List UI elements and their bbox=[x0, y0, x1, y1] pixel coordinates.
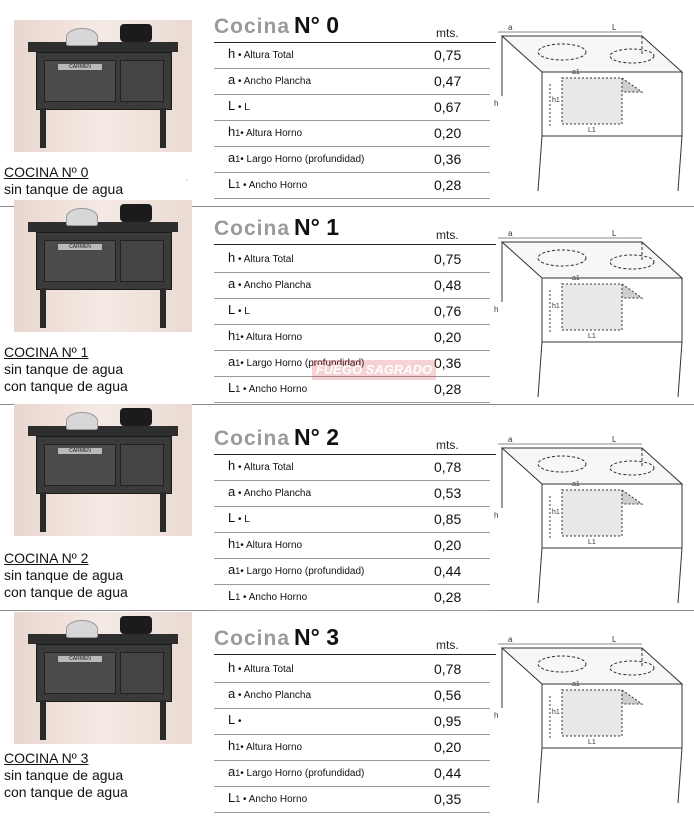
pot bbox=[120, 408, 152, 426]
diagram-label-a: a bbox=[508, 435, 513, 444]
stove-dimension-diagram bbox=[492, 222, 688, 404]
stove-leg bbox=[160, 288, 166, 328]
diagram-label-L1: L1 bbox=[588, 739, 596, 746]
unit-label: mts. bbox=[436, 228, 459, 242]
spec-subscript: 1 bbox=[235, 358, 241, 368]
spec-value: 0,47 bbox=[434, 73, 462, 89]
firebox-door bbox=[120, 444, 164, 486]
spec-symbol: L • L bbox=[228, 510, 250, 525]
spec-symbol: a • Ancho Plancha bbox=[228, 276, 312, 291]
title-underline bbox=[214, 244, 496, 245]
caption-line: sin tanque de agua bbox=[4, 567, 124, 583]
spec-row bbox=[214, 298, 490, 325]
spec-row bbox=[214, 454, 490, 481]
spec-symbol: h1• Altura Horno bbox=[228, 738, 303, 753]
spec-symbol: L • bbox=[228, 712, 242, 727]
spec-symbol: h1• Altura Horno bbox=[228, 328, 303, 343]
spec-label: • Largo Horno (profundidad) bbox=[240, 566, 365, 577]
diagram-label-L1: L1 bbox=[588, 333, 596, 340]
kettle bbox=[66, 28, 98, 46]
spec-value: 0,36 bbox=[434, 355, 462, 371]
spec-value: 0,44 bbox=[434, 765, 462, 781]
stove-caption bbox=[4, 164, 123, 198]
spec-label: • Ancho Plancha bbox=[235, 690, 312, 701]
spec-row bbox=[214, 68, 490, 95]
diagram-svg bbox=[492, 16, 688, 198]
title-number: N° 3 bbox=[294, 624, 340, 650]
stove-dimension-diagram bbox=[492, 16, 688, 198]
spec-subscript: 1 bbox=[235, 384, 241, 394]
firebox-door bbox=[120, 60, 164, 102]
unit-label: mts. bbox=[436, 26, 459, 40]
spec-row bbox=[214, 246, 490, 273]
stove-cooktop bbox=[28, 426, 178, 436]
stove-cooktop bbox=[28, 42, 178, 52]
spec-value: 0,48 bbox=[434, 277, 462, 293]
spec-subscript: 1 bbox=[235, 128, 241, 138]
stove-caption bbox=[4, 344, 128, 395]
title-underline bbox=[214, 654, 496, 655]
spec-label: • Ancho Horno bbox=[240, 180, 308, 191]
spec-label: • Ancho Plancha bbox=[235, 280, 312, 291]
diagram-label-L: L bbox=[612, 435, 617, 444]
title-word: Cocina bbox=[214, 427, 291, 450]
stove-leg bbox=[160, 492, 166, 532]
stove-cooktop bbox=[28, 634, 178, 644]
spec-symbol: h • Altura Total bbox=[228, 46, 294, 61]
spec-subscript: 1 bbox=[235, 566, 241, 576]
spec-row bbox=[214, 376, 490, 403]
spec-symbol: a • Ancho Plancha bbox=[228, 686, 312, 701]
spec-subscript: 1 bbox=[235, 742, 241, 752]
diagram-label-h1: h1 bbox=[552, 509, 560, 516]
spec-label: • L bbox=[235, 514, 250, 525]
title-word: Cocina bbox=[214, 627, 291, 650]
spec-row bbox=[214, 272, 490, 299]
spec-row bbox=[214, 480, 490, 507]
spec-symbol: a • Ancho Plancha bbox=[228, 484, 312, 499]
diagram-label-h: h bbox=[494, 511, 499, 520]
spec-value: 0,53 bbox=[434, 485, 462, 501]
spec-value: 0,78 bbox=[434, 661, 462, 677]
caption-line: con tanque de agua bbox=[4, 584, 128, 600]
spec-row bbox=[214, 558, 490, 585]
caption-line: COCINA Nº 3 bbox=[4, 750, 89, 766]
caption-line: sin tanque de agua bbox=[4, 181, 124, 197]
spec-label: • Ancho Plancha bbox=[235, 76, 312, 87]
spec-subscript: 1 bbox=[235, 332, 241, 342]
spec-row bbox=[214, 584, 490, 611]
spec-label: • Altura Horno bbox=[240, 742, 303, 753]
watermark: FUEGO SAGRADO bbox=[312, 360, 436, 380]
spec-symbol: a1• Largo Horno (profundidad) bbox=[228, 764, 365, 779]
kettle bbox=[66, 620, 98, 638]
spec-symbol: L1 • Ancho Horno bbox=[228, 176, 308, 191]
spec-subscript: 1 bbox=[235, 794, 241, 804]
diagram-label-a: a bbox=[508, 23, 513, 32]
brand-plate: CARMEN bbox=[58, 656, 102, 662]
spec-symbol: a1• Largo Horno (profundidad) bbox=[228, 354, 365, 369]
stove-photo bbox=[14, 612, 192, 744]
spec-label: • Ancho Horno bbox=[240, 384, 308, 395]
spec-label: • Largo Horno (profundidad) bbox=[240, 768, 365, 779]
spec-row bbox=[214, 42, 490, 69]
spec-label: • Altura Total bbox=[235, 664, 294, 675]
caption-line: con tanque de agua bbox=[4, 784, 128, 800]
diagram-label-h: h bbox=[494, 305, 499, 314]
spec-row bbox=[214, 532, 490, 559]
spec-value: 0,20 bbox=[434, 537, 462, 553]
spec-symbol: h • Altura Total bbox=[228, 250, 294, 265]
stove-leg bbox=[40, 108, 46, 148]
spec-label: • Altura Total bbox=[235, 254, 294, 265]
diagram-label-L1: L1 bbox=[588, 539, 596, 546]
diagram-label-h1: h1 bbox=[552, 303, 560, 310]
stove-leg bbox=[160, 700, 166, 740]
spec-value: 0,75 bbox=[434, 47, 462, 63]
spec-row bbox=[214, 146, 490, 173]
spec-symbol: h1• Altura Horno bbox=[228, 124, 303, 139]
diagram-label-h: h bbox=[494, 711, 499, 720]
pot bbox=[120, 24, 152, 42]
firebox-door bbox=[120, 652, 164, 694]
stove-photo bbox=[14, 20, 192, 152]
spec-row bbox=[214, 656, 490, 683]
stove-leg bbox=[40, 492, 46, 532]
pot bbox=[120, 204, 152, 222]
diagram-label-h1: h1 bbox=[552, 709, 560, 716]
title-number: N° 1 bbox=[294, 214, 340, 240]
spec-value: 0,75 bbox=[434, 251, 462, 267]
spec-value: 0,76 bbox=[434, 303, 462, 319]
spec-symbol: h • Altura Total bbox=[228, 660, 294, 675]
spec-row bbox=[214, 506, 490, 533]
spec-value: 0,44 bbox=[434, 563, 462, 579]
caption-line: COCINA Nº 0 bbox=[4, 164, 89, 180]
spec-row bbox=[214, 94, 490, 121]
spec-row bbox=[214, 708, 490, 735]
diagram-label-a1: a1 bbox=[572, 69, 580, 76]
spec-value: 0,20 bbox=[434, 739, 462, 755]
spec-label: • L bbox=[235, 306, 250, 317]
spec-value: 0,36 bbox=[434, 151, 462, 167]
spec-row bbox=[214, 734, 490, 761]
spec-label: • Largo Horno (profundidad) bbox=[240, 358, 365, 369]
spec-symbol: L1 • Ancho Horno bbox=[228, 380, 308, 395]
spec-subscript: 1 bbox=[235, 592, 241, 602]
stove-caption bbox=[4, 550, 128, 601]
spec-subscript: 1 bbox=[235, 768, 241, 778]
diagram-svg bbox=[492, 628, 688, 810]
stove-caption bbox=[4, 750, 128, 801]
spec-symbol: h • Altura Total bbox=[228, 458, 294, 473]
title-word: Cocina bbox=[214, 15, 291, 38]
spec-value: 0,85 bbox=[434, 511, 462, 527]
brand-plate: CARMEN bbox=[58, 448, 102, 454]
title-word: Cocina bbox=[214, 217, 291, 240]
spec-label: • Altura Total bbox=[235, 50, 294, 61]
stove-dimension-diagram bbox=[492, 628, 688, 810]
stove-leg bbox=[40, 288, 46, 328]
spec-symbol: a • Ancho Plancha bbox=[228, 72, 312, 87]
spec-label: • Altura Total bbox=[235, 462, 294, 473]
caption-line: COCINA Nº 1 bbox=[4, 344, 89, 360]
diagram-svg bbox=[492, 222, 688, 404]
diagram-label-L: L bbox=[612, 23, 617, 32]
diagram-label-L: L bbox=[612, 635, 617, 644]
spec-symbol: L1 • Ancho Horno bbox=[228, 588, 308, 603]
spec-label: • Ancho Horno bbox=[240, 794, 308, 805]
spec-value: 0,28 bbox=[434, 381, 462, 397]
stove-cooktop bbox=[28, 222, 178, 232]
diagram-label-a1: a1 bbox=[572, 481, 580, 488]
spec-value: 0,20 bbox=[434, 125, 462, 141]
spec-subscript: 1 bbox=[235, 540, 241, 550]
diagram-label-L1: L1 bbox=[588, 127, 596, 134]
title-number: N° 2 bbox=[294, 424, 340, 450]
diagram-label-a: a bbox=[508, 229, 513, 238]
unit-label: mts. bbox=[436, 438, 459, 452]
spec-symbol: L • L bbox=[228, 98, 250, 113]
spec-symbol: h1• Altura Horno bbox=[228, 536, 303, 551]
spec-value: 0,67 bbox=[434, 99, 462, 115]
spec-label: • bbox=[235, 716, 242, 727]
unit-label: mts. bbox=[436, 638, 459, 652]
pot bbox=[120, 616, 152, 634]
spec-label: • Ancho Plancha bbox=[235, 488, 312, 499]
spec-subscript: 1 bbox=[235, 180, 241, 190]
spec-label: • Altura Horno bbox=[240, 540, 303, 551]
stove-leg bbox=[40, 700, 46, 740]
spec-value: 0,95 bbox=[434, 713, 462, 729]
spec-label: • Altura Horno bbox=[240, 128, 303, 139]
diagram-label-h: h bbox=[494, 99, 499, 108]
spec-row bbox=[214, 682, 490, 709]
spec-symbol: a1• Largo Horno (profundidad) bbox=[228, 562, 365, 577]
spec-row bbox=[214, 760, 490, 787]
spec-row bbox=[214, 120, 490, 147]
diagram-label-L: L bbox=[612, 229, 617, 238]
spec-label: • Altura Horno bbox=[240, 332, 303, 343]
diagram-label-a1: a1 bbox=[572, 681, 580, 688]
spec-value: 0,56 bbox=[434, 687, 462, 703]
spec-row bbox=[214, 786, 490, 813]
spec-row bbox=[214, 324, 490, 351]
spec-value: 0,28 bbox=[434, 589, 462, 605]
stove-photo bbox=[14, 404, 192, 536]
caption-line: sin tanque de agua bbox=[4, 767, 124, 783]
spec-value: 0,20 bbox=[434, 329, 462, 345]
spec-label: • Ancho Horno bbox=[240, 592, 308, 603]
title-number: N° 0 bbox=[294, 12, 340, 38]
spec-symbol: L1 • Ancho Horno bbox=[228, 790, 308, 805]
spec-value: 0,35 bbox=[434, 791, 462, 807]
spec-row bbox=[214, 172, 490, 199]
stove-dimension-diagram bbox=[492, 428, 688, 610]
diagram-svg bbox=[492, 428, 688, 610]
diagram-label-a1: a1 bbox=[572, 275, 580, 282]
caption-line: con tanque de agua bbox=[4, 378, 128, 394]
brand-plate: CARMEN bbox=[58, 244, 102, 250]
firebox-door bbox=[120, 240, 164, 282]
diagram-label-h1: h1 bbox=[552, 97, 560, 104]
spec-label: • Largo Horno (profundidad) bbox=[240, 154, 365, 165]
spec-subscript: 1 bbox=[235, 154, 241, 164]
spec-symbol: a1• Largo Horno (profundidad) bbox=[228, 150, 365, 165]
kettle bbox=[66, 208, 98, 226]
spec-symbol: L • L bbox=[228, 302, 250, 317]
diagram-label-a: a bbox=[508, 635, 513, 644]
brand-plate: CARMEN bbox=[58, 64, 102, 70]
caption-line: COCINA Nº 2 bbox=[4, 550, 89, 566]
spec-label: • L bbox=[235, 102, 250, 113]
stove-leg bbox=[160, 108, 166, 148]
spec-value: 0,28 bbox=[434, 177, 462, 193]
spec-value: 0,78 bbox=[434, 459, 462, 475]
stove-photo bbox=[14, 200, 192, 332]
kettle bbox=[66, 412, 98, 430]
caption-line: sin tanque de agua bbox=[4, 361, 124, 377]
